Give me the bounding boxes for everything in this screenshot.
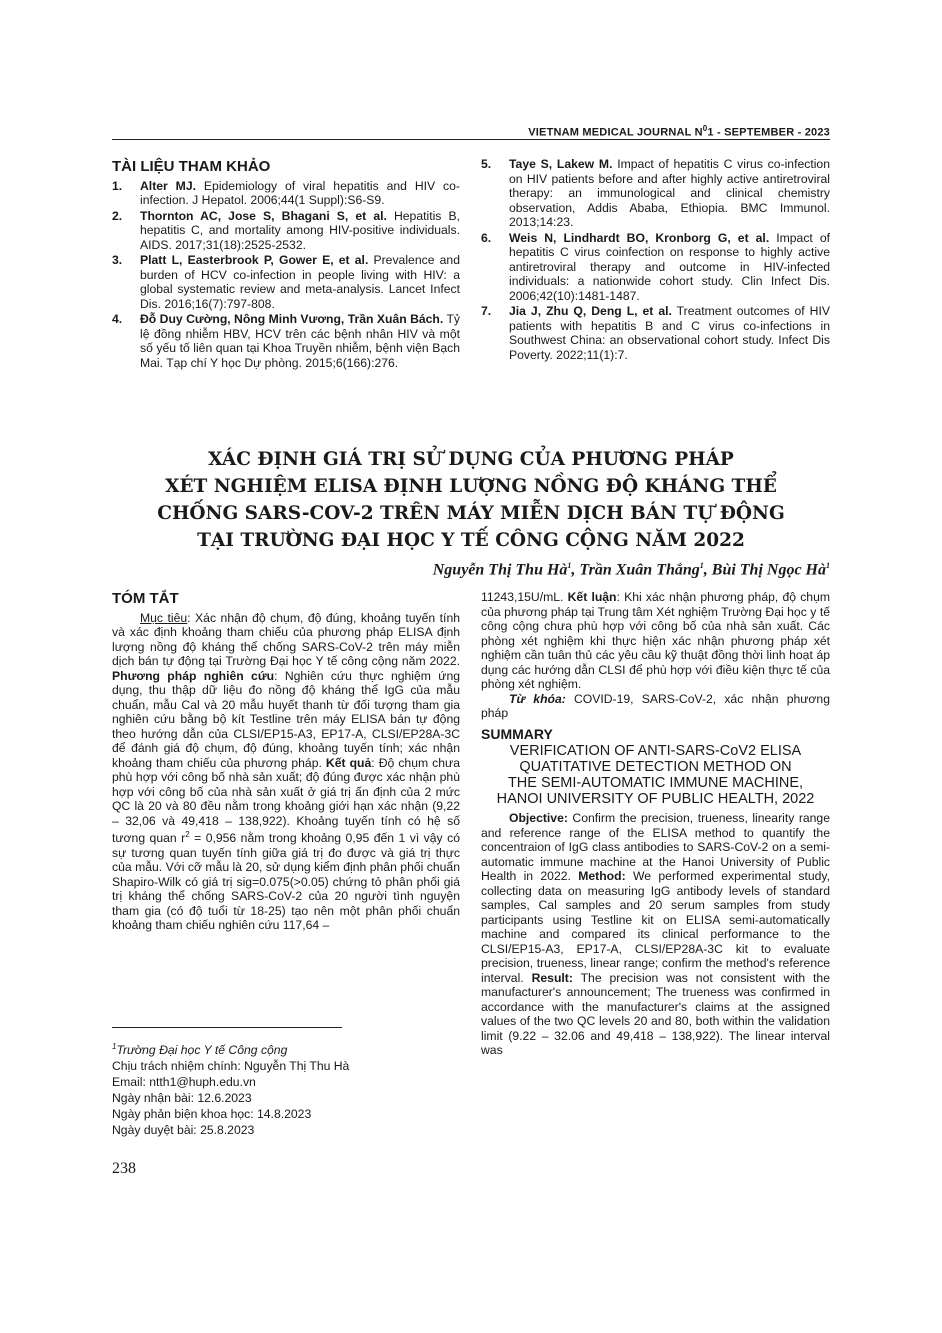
reference-item	[112, 253, 460, 311]
result-text: : Độ chụm chưa phù hợp với công bố nhà sản xuất; độ đúng được xác nhận phù hợp với công bố của nhà sản xuất ở giá trị ấn định của 2 mức QC là 20 và 80 đều nằm trong khoảng giới hạn xác nhận (9,22 – 32,06 và 49,418 – 138,922). Khoảng tuyến tính có hệ số tương quan r	[112, 755, 460, 846]
affiliation-sup: 1	[112, 1042, 117, 1051]
reference-number: 3.	[112, 253, 123, 267]
reference-item	[112, 179, 460, 208]
reference-number: 4.	[112, 312, 123, 326]
author-affiliation-sup: 1	[567, 561, 572, 570]
article-title-line: XÁC ĐỊNH GIÁ TRỊ SỬ DỤNG CỦA PHƯƠNG PHÁP	[208, 449, 734, 470]
corresponding-author: Chịu trách nhiệm chính: Nguyễn Thị Thu Hà	[112, 1059, 350, 1074]
reference-number: 6.	[481, 230, 492, 245]
reference-authors: Thornton AC, Jose S, Bhagani S, et al.	[140, 208, 387, 223]
method-text: : Nghiên cứu thực nghiệm ứng dụng, thu thập dữ liệu đo nồng độ kháng thể IgG của mẫu chuẩn, mẫu Cal và 20 mẫu huyết thanh từ đối tượng tham gia nghiên cứu bằng bộ kít Testline trên máy ELISA bán tự động theo hướng dẫn của CLSI/EP15-A3, EP17-A, CLSI/EP28A-3C để đánh giá độ chụm, độ đúng, khoảng tuyến tính; xác nhận khoảng tham chiếu của phương pháp.	[112, 668, 460, 770]
continuation-text: 11243,15U/mL.	[481, 590, 568, 604]
en-result-label: Result:	[531, 970, 573, 985]
objective-label: Mục tiêu	[140, 610, 188, 625]
author-list	[433, 561, 830, 579]
summary-paragraph	[481, 811, 830, 1058]
references-title: TÀI LIỆU THAM KHẢO	[112, 158, 271, 175]
reference-number: 7.	[481, 304, 492, 318]
en-objective-text: Confirm the precision, trueness, linearity range and reference range of the ELISA method to quantify the concentraion of IgG class antibodies to SARS-CoV-2 on a semi-automatic immune machine at the Hanoi University of Public Health in 2022.	[481, 811, 830, 883]
method-label: Phương pháp nghiên cứu	[112, 668, 275, 683]
result-text-continued: = 0,956 nằm trong khoảng 0,95 đến 1 vì vậy có sự tương quan tuyến tính giữa giá trị đo được và giá trị thực của mẫu. Với cỡ mẫu là 20, sử dụng kiểm định phân phối chuẩn Shapiro-Wilk có giá trị sig=0.075(>0.05) chứng tỏ phân phối giá trị kháng thể chống SARS-CoV-2 của 20 người tình nguyện tham gia (có độ tuổi từ 18-25) tạo nên một phân phối chuẩn khoảng tham chiếu nghiên cứu 117,64 –	[112, 831, 460, 933]
reference-item	[481, 304, 830, 362]
abstract-vi-continuation	[481, 590, 830, 692]
author-name: Bùi Thị Ngọc Hà	[711, 561, 826, 579]
accepted-date: Ngày duyệt bài: 25.8.2023	[112, 1123, 255, 1138]
reference-text: Tỷ lệ đồng nhiễm HBV, HCV trên các bệnh nhân HIV và một số yếu tố liên quan tại Khoa Truyền nhiễm, bệnh viện Bạch Mai. Tạp chí Y học Dự phòng. 2015;6(166):276.	[140, 312, 460, 370]
review-date: Ngày phản biện khoa học: 14.8.2023	[112, 1107, 312, 1122]
article-title-line: XÉT NGHIỆM ELISA ĐỊNH LƯỢNG NỒNG ĐỘ KHÁNG THỂ	[165, 476, 777, 497]
summary-heading: SUMMARY	[481, 725, 553, 742]
reference-item	[481, 157, 830, 230]
author-name: Trần Xuân Thắng	[579, 561, 700, 579]
abstract-heading: TÓM TẮT	[112, 590, 179, 607]
header-rule	[112, 139, 830, 140]
author-name: Nguyễn Thị Thu Hà	[432, 561, 568, 579]
reference-authors: Jia J, Zhu Q, Deng L, et al.	[509, 304, 672, 318]
en-method-label: Method:	[578, 869, 626, 883]
en-method-text: We performed experimental study, collecting data on measuring IgG antibody levels of standard samples, Cal samples and 20 serum samples from study participants using Testline kit on ELISA semi-automatically machine and compared its clinical performance to the CLSI/EP15-A3, EP17-A, CLSI/EP28A-3C kit to evaluate precision, trueness, linear range; confirm the method's reference interval.	[481, 869, 830, 985]
issue-sup: 0	[702, 124, 708, 133]
objective-text: : Xác nhận độ chụm, độ đúng, khoảng tuyến tính và xác định khoảng tham chiếu của phương pháp ELISA định lượng nồng độ kháng thể chống SARS-CoV-2 trên máy miễn dịch bán tự động tại Trường Đại học Y tế công cộng năm 2022.	[112, 610, 461, 668]
abstract-vi-paragraph	[112, 611, 460, 933]
keywords	[481, 692, 830, 721]
result-label: Kết quả	[325, 755, 372, 770]
affiliation-footnote	[112, 1039, 460, 1058]
author-affiliation-sup: 1	[699, 561, 704, 570]
abstract-vi-column	[112, 592, 460, 933]
reference-authors: Alter MJ.	[140, 178, 196, 193]
reference-text: Impact of hepatitis C virus coinfection on response to highly active antiretroviral therapy and outcome in HIV-infected individuals: a nationwide cohort study. Clin Infect Dis. 2006;42(10):1481-1487.	[509, 230, 831, 303]
keywords-text: COVID-19, SARS-CoV-2, xác nhận phương pháp	[481, 691, 830, 720]
reference-text: Prevalence and burden of HCV co-infection in people living with HIV: a global systematic review and meta-analysis. Lancet Infect Dis. 2016;16(7):797-808.	[140, 253, 460, 311]
article-title-line: CHỐNG SARS-COV-2 TRÊN MÁY MIỄN DỊCH BÁN TỰ ĐỘNG	[157, 503, 785, 524]
footnotes	[112, 1039, 460, 1138]
en-result-text: The precision was not consistent with the manufacturer's announcement; The trueness was confirmed in accordance with the manufacturer's claims at the assigned values of the two QC levels 20 and 80, both within the validation limit (9.22 – 32.06 and 49,418 – 138,922). The linear interval was	[481, 970, 830, 1057]
reference-authors: Platt L, Easterbrook P, Gower E, et al.	[140, 253, 369, 267]
conclusion-label: Kết luận	[567, 590, 617, 604]
summary-title	[481, 743, 830, 807]
author-separator: ,	[571, 561, 580, 579]
reference-text: Epidemiology of viral hepatitis and HIV co-infection. J Hepatol. 2006;44(1 Suppl):S6-S9.	[140, 178, 460, 207]
summary-title-line: VERIFICATION OF ANTI-SARS-CoV2 ELISA	[509, 743, 802, 759]
journal-name: VIETNAM MEDICAL JOURNAL N	[528, 126, 703, 139]
references-right-column	[481, 157, 830, 363]
reference-authors: Taye S, Lakew M.	[509, 157, 613, 171]
received-date: Ngày nhận bài: 12.6.2023	[112, 1091, 252, 1106]
keywords-label: Từ khóa:	[509, 691, 566, 706]
reference-item	[112, 209, 460, 253]
article-title	[112, 446, 830, 554]
page-number: 238	[112, 1160, 136, 1177]
footnote-rule	[112, 1027, 342, 1028]
reference-text: Hepatitis B, hepatitis C, and mortality among HIV-positive individuals. AIDS. 2017;31(18):2525-2532.	[140, 208, 460, 252]
summary-title-line: QUATITATIVE DETECTION METHOD ON	[519, 759, 792, 775]
reference-item	[481, 231, 830, 304]
email: Email: ntth1@huph.edu.vn	[112, 1075, 256, 1090]
reference-number: 2.	[112, 208, 123, 223]
reference-number: 1.	[112, 178, 123, 193]
author-separator: ,	[703, 561, 712, 579]
reference-text: Treatment outcomes of HIV patients with hepatitis B and C virus co-infections in Southwest China: an observational cohort study. Infect Dis Poverty. 2022;11(1):7.	[509, 304, 830, 362]
reference-text: Impact of hepatitis C virus co-infection on HIV patients before and after highly active antiretroviral therapy: an immunological and clinical chemistry observation, Addis Ababa, Ethiopia. BMC Immunol. 2013;14:23.	[509, 157, 830, 229]
article-title-line: TẠI TRƯỜNG ĐẠI HỌC Y TẾ CÔNG CỘNG NĂM 2022	[197, 530, 745, 551]
reference-number: 5.	[481, 157, 492, 171]
reference-authors: Weis N, Lindhardt BO, Kronborg G, et al.	[509, 230, 770, 245]
issue-info: 1 - SEPTEMBER - 2023	[707, 126, 830, 139]
journal-header	[112, 124, 830, 139]
summary-title-line: HANOI UNIVERSITY OF PUBLIC HEALTH, 2022	[496, 791, 815, 807]
author-affiliation-sup: 1	[826, 561, 830, 570]
abstract-right-column	[481, 590, 830, 1058]
affiliation-text: Trường Đại học Y tế Công cộng	[116, 1043, 288, 1058]
references-left-column	[112, 160, 460, 371]
reference-authors: Đỗ Duy Cường, Nông Minh Vương, Trần Xuân Bách.	[140, 312, 444, 326]
summary-title-line: THE SEMI-AUTOMATIC IMMUNE MACHINE,	[507, 775, 804, 791]
result-sup: 2	[185, 830, 190, 839]
en-objective-label: Objective:	[509, 811, 568, 825]
conclusion-text: : Khi xác nhận phương pháp, độ chụm của phương pháp tại Trung tâm Xét nghiệm Trường Đại học y tế công cộng chưa phù hợp với công bố của nhà sản xuất. Các phòng xét nghiệm khi thực hiện xác nhận phương pháp xét nghiệm cần tuân thủ các yêu cầu kỹ thuật đồng thời linh hoạt áp dụng các hướng dẫn CLSI để phù hợp với điều kiện thực tế của phòng xét nghiệm.	[481, 590, 831, 691]
reference-item	[112, 312, 460, 370]
